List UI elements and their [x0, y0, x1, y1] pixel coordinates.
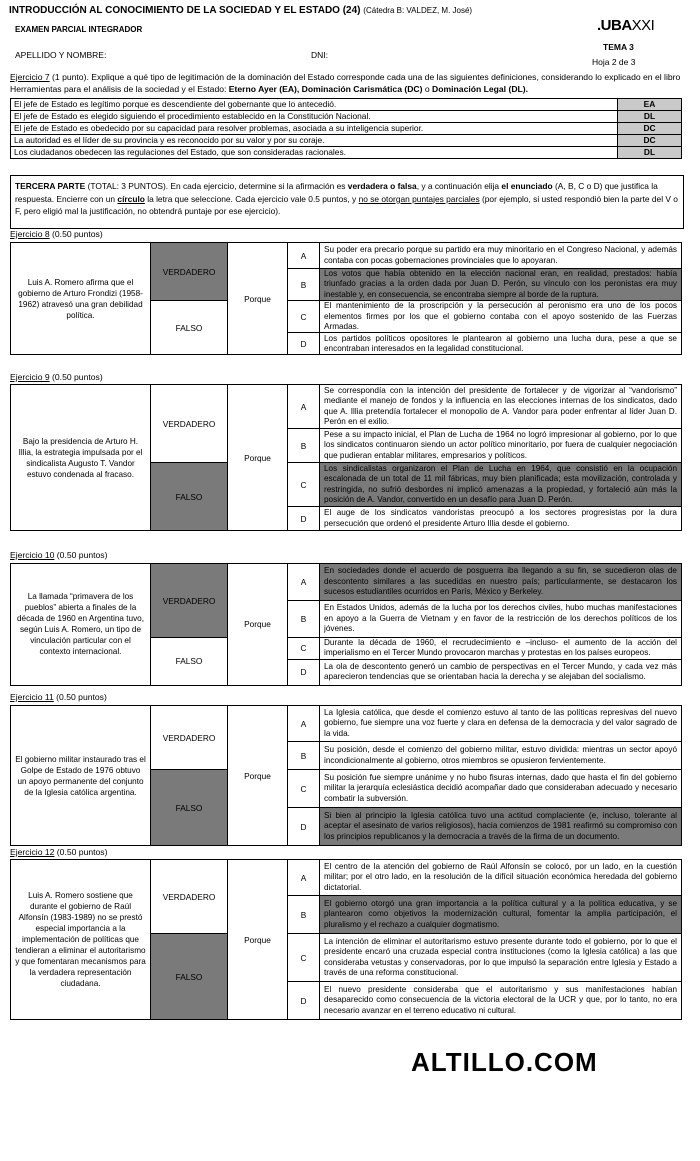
option-letter[interactable]: B — [288, 601, 320, 638]
statement: Luis A. Romero sostiene que durante el gobierno de Raúl Alfonsín (1983-1989) no se prestó especial importancia a la implementación de políticas que tendieran a eliminar el autoritarismo y que fomentaran mecanismos para la verdadera representación ciudadana. — [11, 860, 151, 1020]
statement: Luis A. Romero afirma que el gobierno de Arturo Frondizi (1958-1962) atravesó una gran debilidad política. — [11, 243, 151, 355]
porque-label: Porque — [228, 564, 288, 686]
exercise-7-row — [11, 147, 682, 159]
exercise-table — [10, 384, 682, 531]
option-letter[interactable]: C — [288, 463, 320, 507]
third-part-instructions: TERCERA PARTE (TOTAL: 3 PUNTOS). En cada ejercicio, determine si la afirmación es verdadera o falsa, y a continuación elija el enunciado (A, B, C o D) que justifica la respuesta. Encierre con un círculo la letra que seleccione. Cada ejercicio vale 0.5 puntos, y no se otorgan puntajes parciales (por ejemplo, si usted respondió bien la parte del V o F, pero eligió mal la justificación, no obtendrá puntaje por ese ejercicio). — [10, 175, 684, 229]
option-letter[interactable]: D — [288, 333, 320, 355]
option-row — [11, 243, 682, 269]
tema-label: TEMA 3 — [603, 42, 634, 52]
option-text: El auge de los sindicatos vandoristas preocupó a los sectores progresistas por la dura persecución que ordenó el presidente Arturo Illia desde el gobierno. — [320, 507, 682, 531]
falso-option[interactable]: FALSO — [151, 301, 228, 355]
option-text: En Estados Unidos, además de la lucha por los derechos civiles, hubo muchas manifestaciones en apoyo a la Guerra de Vietnam y en favor de la restricción de los derechos políticos de los jóvenes. — [320, 601, 682, 638]
uba-xxi-logo: .UBAXXI — [597, 17, 655, 34]
option-letter[interactable]: D — [288, 808, 320, 846]
verdadero-option[interactable]: VERDADERO — [151, 860, 228, 934]
exercise-7-row — [11, 123, 682, 135]
definition-text: El jefe de Estado es legítimo porque es descendiente del gobernante que lo antecedió. — [11, 99, 618, 111]
definition-text: El jefe de Estado es obedecido por su capacidad para resolver problemas, asociada a su inteligencia superior. — [11, 123, 618, 135]
porque-label: Porque — [228, 385, 288, 531]
option-letter[interactable]: B — [288, 429, 320, 463]
option-letter[interactable]: B — [288, 742, 320, 770]
page-indicator: Hoja 2 de 3 — [592, 57, 636, 67]
exercise-7-row — [11, 135, 682, 147]
exercise-table — [10, 859, 682, 1020]
exam-type: EXAMEN PARCIAL INTEGRADOR — [15, 25, 143, 34]
option-text: La ola de descontento generó un cambio de perspectivas en el Tercer Mundo, y cada vez más aparecieron tendencias que se orientaban hacia la derecha y se alejaban del socialismo. — [320, 659, 682, 685]
option-letter[interactable]: C — [288, 770, 320, 808]
option-row — [11, 564, 682, 601]
exercise-7-row — [11, 111, 682, 123]
option-text: La Iglesia católica, que desde el comienzo estuvo al tanto de las políticas represivas del nuevo gobierno, fue siempre una voz fuerte y clara en defensa de la democracia y del valor sagrado de la vida. — [320, 706, 682, 742]
verdadero-option[interactable]: VERDADERO — [151, 564, 228, 638]
statement: Bajo la presidencia de Arturo H. Illia, la estrategia impulsada por el sindicalista Augusto T. Vandor estuvo condenada al fracaso. — [11, 385, 151, 531]
option-text: Los partidos políticos opositores le plantearon al gobierno una lucha dura, pese a que se encontraban interesados en la legalidad constitucional. — [320, 333, 682, 355]
statement: El gobierno militar instaurado tras el Golpe de Estado de 1976 obtuvo un apoyo permanente del conjunto de la Iglesia católica argentina. — [11, 706, 151, 846]
option-text: Su posición fue siempre unánime y no hubo fisuras internas, dado que hasta el fin del gobierno militar la jerarquía eclesiástica decidió acompañar dado que consideraban adecuado y necesario combatir la subversión. — [320, 770, 682, 808]
option-row — [11, 706, 682, 742]
option-text: El centro de la atención del gobierno de Raúl Alfonsín se colocó, por un lado, en la cuestión militar; por el otro lado, en la resolución de la difícil situación económica heredada del gobierno dictatorial. — [320, 860, 682, 896]
exercise-table — [10, 705, 682, 846]
option-letter[interactable]: A — [288, 706, 320, 742]
option-letter[interactable]: A — [288, 564, 320, 601]
option-letter[interactable]: B — [288, 896, 320, 934]
definition-text: El jefe de Estado es elegido siguiendo el procedimiento establecido en la Constitución Nacional. — [11, 111, 618, 123]
option-text: Pese a su impacto inicial, el Plan de Lucha de 1964 no logró impresionar al gobierno, por lo que los sindicatos continuaron siendo un actor político minoritario, por fuera de cualquier negociación que pudieran entablar militares, empresarios y políticos. — [320, 429, 682, 463]
verdadero-option[interactable]: VERDADERO — [151, 706, 228, 770]
porque-label: Porque — [228, 243, 288, 355]
falso-option[interactable]: FALSO — [151, 934, 228, 1020]
option-text: Se correspondía con la intención del presidente de fortalecer y de vigorizar al “vandorismo” mediante el manejo de fondos y la influencia en las elecciones internas de los sindicatos, dado que A. Illia pretendía fortalecer el monopolio de A. Vandor para poder enfrentar al líder Juan D. Perón en el exilio. — [320, 385, 682, 429]
option-letter[interactable]: A — [288, 385, 320, 429]
option-text: Si bien al principio la Iglesia católica tuvo una actitud complaciente (e, incluso, tolerante al aceptar el asesinato de varios religiosos), hacia comienzos de 1981 reafirmó su compromiso con los principios republicanos y la democracia a través de la firma de un documento. — [320, 808, 682, 846]
option-text: El mantenimiento de la proscripción y la persecución al peronismo era uno de los pocos elementos firmes por los que el gobierno contaba con el apoyo sostenido de las Fuerzas Armadas. — [320, 301, 682, 333]
option-letter[interactable]: A — [288, 860, 320, 896]
falso-option[interactable]: FALSO — [151, 463, 228, 531]
porque-label: Porque — [228, 706, 288, 846]
option-row — [11, 385, 682, 429]
answer-cell[interactable]: DL — [618, 147, 682, 159]
statement: La llamada “primavera de los pueblos” abierta a finales de la década de 1960 en Argentina tuvo, según Luis A. Romero, un tipo de vinculación particular con el contexto internacional. — [11, 564, 151, 686]
option-text: Su poder era precario porque su partido era muy minoritario en el Congreso Nacional, y además contaba con pocas gobernaciones provinciales que lo apoyaran. — [320, 243, 682, 269]
answer-cell[interactable]: DC — [618, 135, 682, 147]
answer-cell[interactable]: DL — [618, 111, 682, 123]
falso-option[interactable]: FALSO — [151, 638, 228, 686]
verdadero-option[interactable]: VERDADERO — [151, 385, 228, 463]
exercise-7-intro: Ejercicio 7 (1 punto). Explique a qué tipo de legitimación de la dominación del Estado corresponde cada una de las siguientes definiciones, considerando lo explicado en el libro Herramientas para el análisis de la sociedad y el Estado: Eterno Ayer (EA), Dominación Carismática (DC) o Dominación Legal (DL). — [10, 72, 681, 94]
exercise-title: Ejercicio 8 (0.50 puntos) — [10, 229, 103, 239]
option-text: El nuevo presidente consideraba que el autoritarismo y sus manifestaciones habían desaparecido como consecuencia de la victoria electoral de la UCR y que, por lo tanto, no era necesario avanzar en el terreno educativo ni cultural. — [320, 982, 682, 1020]
option-letter[interactable]: B — [288, 269, 320, 301]
exercise-title: Ejercicio 10 (0.50 puntos) — [10, 550, 108, 560]
option-letter[interactable]: A — [288, 243, 320, 269]
dni-label: DNI: — [311, 50, 328, 60]
answer-cell[interactable]: EA — [618, 99, 682, 111]
option-row — [11, 860, 682, 896]
course-title — [9, 5, 472, 16]
option-letter[interactable]: C — [288, 934, 320, 982]
option-text: El gobierno otorgó una gran importancia a la política cultural y a la política educativa, y se plantearon como objetivos la modernización cultural, fomentar la amplia participación, el pluralismo y el rechazo a cualquier dogmatismo. — [320, 896, 682, 934]
exercise-7-row — [11, 99, 682, 111]
option-letter[interactable]: D — [288, 982, 320, 1020]
exercise-title: Ejercicio 11 (0.50 puntos) — [10, 692, 107, 702]
option-text: Los votos que había obtenido en la elección nacional eran, en realidad, prestados: había triunfado gracias a la orden dada por Juan D. Perón, su vínculo con los peronistas era muy inestable y, en consecuencia, se encontraba siempre al borde de la ruptura. — [320, 269, 682, 301]
option-letter[interactable]: D — [288, 659, 320, 685]
catedra: (Cátedra B: VALDEZ, M. José) — [363, 6, 473, 15]
option-letter[interactable]: C — [288, 301, 320, 333]
option-text: Su posición, desde el comienzo del gobierno militar, estuvo dividida: mientras un sector apoyó incondicionalmente al gobierno, otros miembros se opusieron fervientemente. — [320, 742, 682, 770]
altillo-watermark: ALTILLO.COM — [411, 1047, 598, 1077]
exercise-title: Ejercicio 9 (0.50 puntos) — [10, 372, 103, 382]
exercise-title: Ejercicio 12 (0.50 puntos) — [10, 847, 108, 857]
definition-text: Los ciudadanos obedecen las regulaciones del Estado, que son consideradas racionales. — [11, 147, 618, 159]
definition-text: La autoridad es el líder de su provincia y es reconocido por su valor y por su coraje. — [11, 135, 618, 147]
porque-label: Porque — [228, 860, 288, 1020]
option-letter[interactable]: D — [288, 507, 320, 531]
option-text: En sociedades donde el acuerdo de posguerra iba llegando a su fin, se sucedieron olas de descontento similares a las sucedidas en nuestro país; particularmente, se destacaron los sucesos estudiantiles ocurridos en París, México y Berkeley. — [320, 564, 682, 601]
answer-cell[interactable]: DC — [618, 123, 682, 135]
option-text: Durante la década de 1960, el recrudecimiento e –incluso- el aumento de la acción del imperialismo en el Tercer Mundo provocaron marchas y protestas en los países europeos. — [320, 638, 682, 660]
exercise-table — [10, 242, 682, 355]
verdadero-option[interactable]: VERDADERO — [151, 243, 228, 301]
name-label: APELLIDO Y NOMBRE: — [15, 50, 107, 60]
exercise-7-table — [10, 98, 682, 159]
option-text: La intención de eliminar el autoritarismo estuvo presente durante todo el gobierno, por lo que el presidente encaró una cruzada especial contra instituciones (como la Iglesia católica) a las que consideraba vetustas y conservadoras, por lo que impulsó la separación entre Iglesia y Estado a través de una reforma constitucional. — [320, 934, 682, 982]
course-name: INTRODUCCIÓN AL CONOCIMIENTO DE LA SOCIEDAD Y EL ESTADO (24) — [9, 5, 361, 16]
option-letter[interactable]: C — [288, 638, 320, 660]
falso-option[interactable]: FALSO — [151, 770, 228, 846]
option-text: Los sindicalistas organizaron el Plan de Lucha en 1964, que consistió en la ocupación escalonada de un total de 11 mil fábricas, muy bien planificada; esta movilización, controlada y restringida, no sufrió desbordes ni implicó amenazas a la propiedad, y fortaleció aún más la posición de A. Vandor, convertido en un desafío para Juan D. Perón. — [320, 463, 682, 507]
exercise-table — [10, 563, 682, 686]
